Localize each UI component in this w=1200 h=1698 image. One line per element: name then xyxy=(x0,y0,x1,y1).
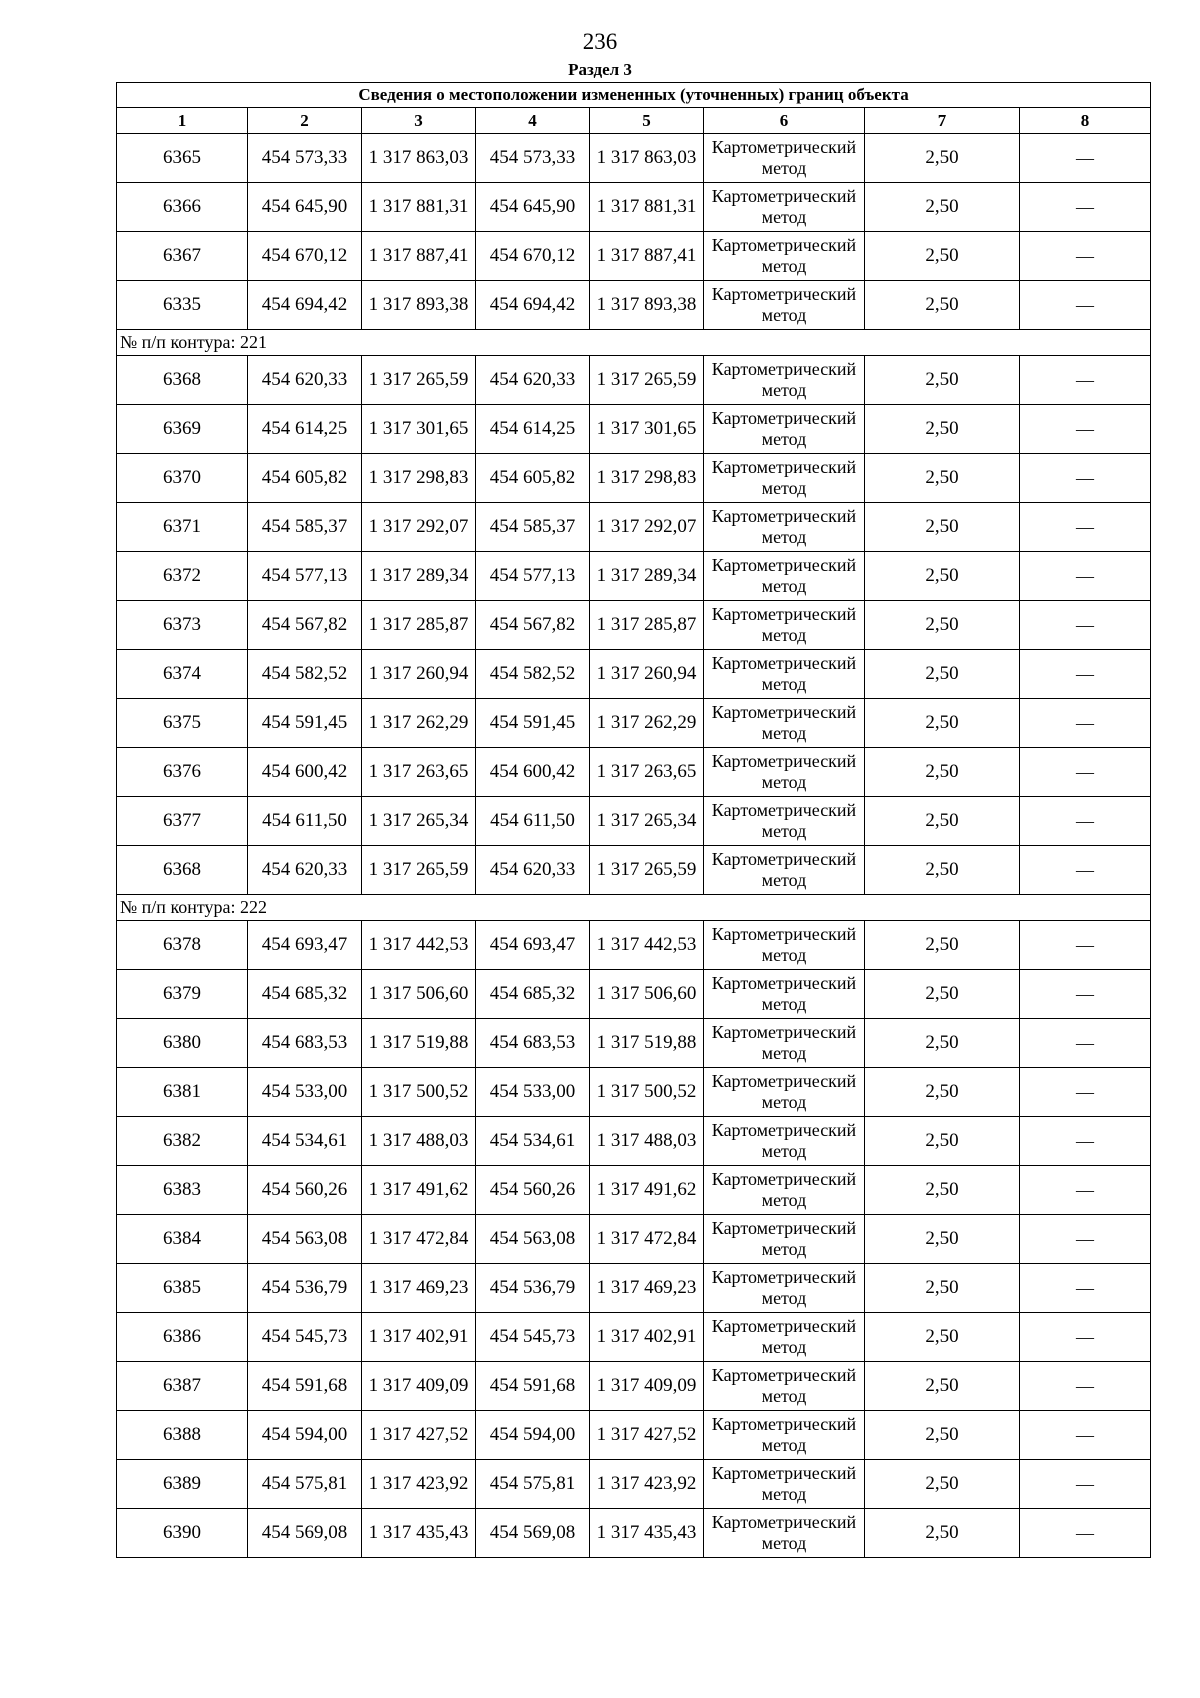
y-refined-cell: 1 317 262,29 xyxy=(590,699,704,748)
y-existing-cell: 1 317 260,94 xyxy=(362,650,476,699)
table-row xyxy=(117,232,1151,281)
x-existing-cell: 454 620,33 xyxy=(248,846,362,895)
y-existing-cell: 1 317 500,52 xyxy=(362,1068,476,1117)
accuracy-cell: 2,50 xyxy=(865,1019,1020,1068)
x-refined-cell: 454 605,82 xyxy=(476,454,590,503)
y-existing-cell: 1 317 488,03 xyxy=(362,1117,476,1166)
method-cell: Картометрический метод xyxy=(704,797,865,846)
point-number-cell: 6375 xyxy=(117,699,248,748)
point-number-cell: 6374 xyxy=(117,650,248,699)
point-number-cell: 6371 xyxy=(117,503,248,552)
method-cell: Картометрический метод xyxy=(704,1509,865,1558)
y-existing-cell: 1 317 442,53 xyxy=(362,921,476,970)
accuracy-cell: 2,50 xyxy=(865,1460,1020,1509)
point-number-cell: 6368 xyxy=(117,356,248,405)
x-refined-cell: 454 594,00 xyxy=(476,1411,590,1460)
point-number-cell: 6367 xyxy=(117,232,248,281)
x-refined-cell: 454 582,52 xyxy=(476,650,590,699)
method-cell: Картометрический метод xyxy=(704,281,865,330)
table-caption: Сведения о местоположении измененных (уточненных) границ объекта xyxy=(117,83,1151,108)
y-refined-cell: 1 317 435,43 xyxy=(590,1509,704,1558)
y-refined-cell: 1 317 292,07 xyxy=(590,503,704,552)
table-caption-row xyxy=(117,83,1151,108)
y-refined-cell: 1 317 427,52 xyxy=(590,1411,704,1460)
point-number-cell: 6383 xyxy=(117,1166,248,1215)
y-refined-cell: 1 317 260,94 xyxy=(590,650,704,699)
y-existing-cell: 1 317 265,59 xyxy=(362,846,476,895)
description-cell: — xyxy=(1020,1509,1151,1558)
x-existing-cell: 454 560,26 xyxy=(248,1166,362,1215)
contour-label: № п/п контура: 221 xyxy=(117,330,1151,356)
accuracy-cell: 2,50 xyxy=(865,1166,1020,1215)
point-number-cell: 6386 xyxy=(117,1313,248,1362)
method-cell: Картометрический метод xyxy=(704,1068,865,1117)
x-existing-cell: 454 545,73 xyxy=(248,1313,362,1362)
accuracy-cell: 2,50 xyxy=(865,921,1020,970)
point-number-cell: 6366 xyxy=(117,183,248,232)
x-refined-cell: 454 611,50 xyxy=(476,797,590,846)
column-number: 6 xyxy=(704,108,865,134)
table-row xyxy=(117,1215,1151,1264)
x-existing-cell: 454 582,52 xyxy=(248,650,362,699)
y-existing-cell: 1 317 289,34 xyxy=(362,552,476,601)
x-existing-cell: 454 620,33 xyxy=(248,356,362,405)
accuracy-cell: 2,50 xyxy=(865,1509,1020,1558)
x-existing-cell: 454 611,50 xyxy=(248,797,362,846)
column-number: 2 xyxy=(248,108,362,134)
accuracy-cell: 2,50 xyxy=(865,601,1020,650)
x-refined-cell: 454 569,08 xyxy=(476,1509,590,1558)
accuracy-cell: 2,50 xyxy=(865,970,1020,1019)
table-row xyxy=(117,134,1151,183)
table-row xyxy=(117,1264,1151,1313)
y-refined-cell: 1 317 265,34 xyxy=(590,797,704,846)
y-refined-cell: 1 317 506,60 xyxy=(590,970,704,1019)
method-cell: Картометрический метод xyxy=(704,454,865,503)
x-refined-cell: 454 563,08 xyxy=(476,1215,590,1264)
description-cell: — xyxy=(1020,503,1151,552)
x-existing-cell: 454 594,00 xyxy=(248,1411,362,1460)
y-refined-cell: 1 317 442,53 xyxy=(590,921,704,970)
table-row xyxy=(117,1068,1151,1117)
point-number-cell: 6368 xyxy=(117,846,248,895)
point-number-cell: 6381 xyxy=(117,1068,248,1117)
description-cell: — xyxy=(1020,1019,1151,1068)
accuracy-cell: 2,50 xyxy=(865,552,1020,601)
x-refined-cell: 454 670,12 xyxy=(476,232,590,281)
y-existing-cell: 1 317 409,09 xyxy=(362,1362,476,1411)
y-existing-cell: 1 317 887,41 xyxy=(362,232,476,281)
x-refined-cell: 454 567,82 xyxy=(476,601,590,650)
description-cell: — xyxy=(1020,454,1151,503)
table-row xyxy=(117,1117,1151,1166)
contour-header-row xyxy=(117,330,1151,356)
table-row xyxy=(117,748,1151,797)
point-number-cell: 6382 xyxy=(117,1117,248,1166)
accuracy-cell: 2,50 xyxy=(865,699,1020,748)
column-number: 8 xyxy=(1020,108,1151,134)
y-refined-cell: 1 317 500,52 xyxy=(590,1068,704,1117)
x-existing-cell: 454 573,33 xyxy=(248,134,362,183)
x-refined-cell: 454 534,61 xyxy=(476,1117,590,1166)
x-existing-cell: 454 670,12 xyxy=(248,232,362,281)
method-cell: Картометрический метод xyxy=(704,650,865,699)
column-number: 1 xyxy=(117,108,248,134)
description-cell: — xyxy=(1020,699,1151,748)
x-refined-cell: 454 685,32 xyxy=(476,970,590,1019)
point-number-cell: 6369 xyxy=(117,405,248,454)
point-number-cell: 6380 xyxy=(117,1019,248,1068)
accuracy-cell: 2,50 xyxy=(865,748,1020,797)
method-cell: Картометрический метод xyxy=(704,552,865,601)
method-cell: Картометрический метод xyxy=(704,405,865,454)
method-cell: Картометрический метод xyxy=(704,601,865,650)
table-row xyxy=(117,921,1151,970)
description-cell: — xyxy=(1020,552,1151,601)
accuracy-cell: 2,50 xyxy=(865,1117,1020,1166)
table-row xyxy=(117,699,1151,748)
method-cell: Картометрический метод xyxy=(704,503,865,552)
method-cell: Картометрический метод xyxy=(704,183,865,232)
y-existing-cell: 1 317 292,07 xyxy=(362,503,476,552)
x-refined-cell: 454 591,68 xyxy=(476,1362,590,1411)
point-number-cell: 6379 xyxy=(117,970,248,1019)
description-cell: — xyxy=(1020,1117,1151,1166)
description-cell: — xyxy=(1020,1264,1151,1313)
point-number-cell: 6335 xyxy=(117,281,248,330)
description-cell: — xyxy=(1020,134,1151,183)
table-row xyxy=(117,454,1151,503)
point-number-cell: 6377 xyxy=(117,797,248,846)
column-number: 7 xyxy=(865,108,1020,134)
method-cell: Картометрический метод xyxy=(704,970,865,1019)
method-cell: Картометрический метод xyxy=(704,1019,865,1068)
description-cell: — xyxy=(1020,405,1151,454)
x-refined-cell: 454 575,81 xyxy=(476,1460,590,1509)
y-refined-cell: 1 317 519,88 xyxy=(590,1019,704,1068)
point-number-cell: 6373 xyxy=(117,601,248,650)
method-cell: Картометрический метод xyxy=(704,699,865,748)
table-row xyxy=(117,1509,1151,1558)
description-cell: — xyxy=(1020,1215,1151,1264)
table-row xyxy=(117,601,1151,650)
point-number-cell: 6378 xyxy=(117,921,248,970)
point-number-cell: 6370 xyxy=(117,454,248,503)
description-cell: — xyxy=(1020,1411,1151,1460)
x-refined-cell: 454 585,37 xyxy=(476,503,590,552)
accuracy-cell: 2,50 xyxy=(865,1264,1020,1313)
x-existing-cell: 454 683,53 xyxy=(248,1019,362,1068)
x-refined-cell: 454 694,42 xyxy=(476,281,590,330)
point-number-cell: 6387 xyxy=(117,1362,248,1411)
y-refined-cell: 1 317 298,83 xyxy=(590,454,704,503)
y-existing-cell: 1 317 285,87 xyxy=(362,601,476,650)
y-existing-cell: 1 317 263,65 xyxy=(362,748,476,797)
y-existing-cell: 1 317 435,43 xyxy=(362,1509,476,1558)
x-existing-cell: 454 645,90 xyxy=(248,183,362,232)
y-existing-cell: 1 317 402,91 xyxy=(362,1313,476,1362)
accuracy-cell: 2,50 xyxy=(865,503,1020,552)
y-existing-cell: 1 317 427,52 xyxy=(362,1411,476,1460)
accuracy-cell: 2,50 xyxy=(865,281,1020,330)
y-refined-cell: 1 317 887,41 xyxy=(590,232,704,281)
table-row xyxy=(117,650,1151,699)
method-cell: Картометрический метод xyxy=(704,1362,865,1411)
y-existing-cell: 1 317 472,84 xyxy=(362,1215,476,1264)
y-existing-cell: 1 317 265,59 xyxy=(362,356,476,405)
accuracy-cell: 2,50 xyxy=(865,134,1020,183)
y-existing-cell: 1 317 881,31 xyxy=(362,183,476,232)
accuracy-cell: 2,50 xyxy=(865,1362,1020,1411)
y-refined-cell: 1 317 265,59 xyxy=(590,356,704,405)
y-existing-cell: 1 317 262,29 xyxy=(362,699,476,748)
description-cell: — xyxy=(1020,1166,1151,1215)
description-cell: — xyxy=(1020,797,1151,846)
accuracy-cell: 2,50 xyxy=(865,797,1020,846)
method-cell: Картометрический метод xyxy=(704,1215,865,1264)
x-refined-cell: 454 614,25 xyxy=(476,405,590,454)
y-existing-cell: 1 317 519,88 xyxy=(362,1019,476,1068)
accuracy-cell: 2,50 xyxy=(865,1411,1020,1460)
y-refined-cell: 1 317 409,09 xyxy=(590,1362,704,1411)
point-number-cell: 6388 xyxy=(117,1411,248,1460)
y-refined-cell: 1 317 402,91 xyxy=(590,1313,704,1362)
table-row xyxy=(117,552,1151,601)
accuracy-cell: 2,50 xyxy=(865,232,1020,281)
x-existing-cell: 454 569,08 xyxy=(248,1509,362,1558)
x-refined-cell: 454 600,42 xyxy=(476,748,590,797)
method-cell: Картометрический метод xyxy=(704,921,865,970)
accuracy-cell: 2,50 xyxy=(865,1215,1020,1264)
y-existing-cell: 1 317 265,34 xyxy=(362,797,476,846)
x-refined-cell: 454 620,33 xyxy=(476,356,590,405)
y-refined-cell: 1 317 893,38 xyxy=(590,281,704,330)
x-existing-cell: 454 600,42 xyxy=(248,748,362,797)
y-existing-cell: 1 317 893,38 xyxy=(362,281,476,330)
boundary-coordinates-table xyxy=(116,82,1151,1558)
description-cell: — xyxy=(1020,650,1151,699)
table-row xyxy=(117,1362,1151,1411)
method-cell: Картометрический метод xyxy=(704,1166,865,1215)
x-existing-cell: 454 585,37 xyxy=(248,503,362,552)
x-existing-cell: 454 563,08 xyxy=(248,1215,362,1264)
table-row xyxy=(117,1019,1151,1068)
x-existing-cell: 454 591,45 xyxy=(248,699,362,748)
method-cell: Картометрический метод xyxy=(704,1460,865,1509)
description-cell: — xyxy=(1020,970,1151,1019)
method-cell: Картометрический метод xyxy=(704,1264,865,1313)
x-refined-cell: 454 545,73 xyxy=(476,1313,590,1362)
y-refined-cell: 1 317 301,65 xyxy=(590,405,704,454)
y-refined-cell: 1 317 488,03 xyxy=(590,1117,704,1166)
point-number-cell: 6365 xyxy=(117,134,248,183)
method-cell: Картометрический метод xyxy=(704,1117,865,1166)
table-row xyxy=(117,281,1151,330)
accuracy-cell: 2,50 xyxy=(865,1068,1020,1117)
x-refined-cell: 454 683,53 xyxy=(476,1019,590,1068)
description-cell: — xyxy=(1020,1068,1151,1117)
description-cell: — xyxy=(1020,1313,1151,1362)
point-number-cell: 6372 xyxy=(117,552,248,601)
column-number: 4 xyxy=(476,108,590,134)
y-existing-cell: 1 317 423,92 xyxy=(362,1460,476,1509)
description-cell: — xyxy=(1020,356,1151,405)
x-refined-cell: 454 693,47 xyxy=(476,921,590,970)
table-row xyxy=(117,1166,1151,1215)
x-existing-cell: 454 577,13 xyxy=(248,552,362,601)
column-number-row xyxy=(117,108,1151,134)
x-refined-cell: 454 591,45 xyxy=(476,699,590,748)
x-existing-cell: 454 536,79 xyxy=(248,1264,362,1313)
y-refined-cell: 1 317 263,65 xyxy=(590,748,704,797)
x-refined-cell: 454 573,33 xyxy=(476,134,590,183)
y-refined-cell: 1 317 881,31 xyxy=(590,183,704,232)
accuracy-cell: 2,50 xyxy=(865,454,1020,503)
method-cell: Картометрический метод xyxy=(704,748,865,797)
contour-header-row xyxy=(117,895,1151,921)
column-number: 5 xyxy=(590,108,704,134)
x-refined-cell: 454 577,13 xyxy=(476,552,590,601)
method-cell: Картометрический метод xyxy=(704,846,865,895)
x-existing-cell: 454 685,32 xyxy=(248,970,362,1019)
column-number: 3 xyxy=(362,108,476,134)
y-refined-cell: 1 317 289,34 xyxy=(590,552,704,601)
x-existing-cell: 454 534,61 xyxy=(248,1117,362,1166)
accuracy-cell: 2,50 xyxy=(865,1313,1020,1362)
y-existing-cell: 1 317 506,60 xyxy=(362,970,476,1019)
y-refined-cell: 1 317 472,84 xyxy=(590,1215,704,1264)
y-refined-cell: 1 317 491,62 xyxy=(590,1166,704,1215)
y-refined-cell: 1 317 285,87 xyxy=(590,601,704,650)
table-row xyxy=(117,183,1151,232)
y-existing-cell: 1 317 298,83 xyxy=(362,454,476,503)
table-row xyxy=(117,797,1151,846)
y-refined-cell: 1 317 265,59 xyxy=(590,846,704,895)
x-existing-cell: 454 533,00 xyxy=(248,1068,362,1117)
section-title: Раздел 3 xyxy=(568,60,632,79)
point-number-cell: 6385 xyxy=(117,1264,248,1313)
description-cell: — xyxy=(1020,748,1151,797)
table-row xyxy=(117,970,1151,1019)
x-existing-cell: 454 693,47 xyxy=(248,921,362,970)
description-cell: — xyxy=(1020,846,1151,895)
description-cell: — xyxy=(1020,281,1151,330)
accuracy-cell: 2,50 xyxy=(865,650,1020,699)
y-existing-cell: 1 317 469,23 xyxy=(362,1264,476,1313)
description-cell: — xyxy=(1020,1460,1151,1509)
table-row xyxy=(117,503,1151,552)
method-cell: Картометрический метод xyxy=(704,1411,865,1460)
method-cell: Картометрический метод xyxy=(704,232,865,281)
x-existing-cell: 454 694,42 xyxy=(248,281,362,330)
accuracy-cell: 2,50 xyxy=(865,183,1020,232)
x-existing-cell: 454 575,81 xyxy=(248,1460,362,1509)
x-refined-cell: 454 533,00 xyxy=(476,1068,590,1117)
table-row xyxy=(117,1313,1151,1362)
table-row xyxy=(117,846,1151,895)
description-cell: — xyxy=(1020,601,1151,650)
description-cell: — xyxy=(1020,183,1151,232)
y-existing-cell: 1 317 863,03 xyxy=(362,134,476,183)
description-cell: — xyxy=(1020,921,1151,970)
x-existing-cell: 454 614,25 xyxy=(248,405,362,454)
accuracy-cell: 2,50 xyxy=(865,846,1020,895)
page-number: 236 xyxy=(582,29,618,54)
point-number-cell: 6384 xyxy=(117,1215,248,1264)
y-refined-cell: 1 317 423,92 xyxy=(590,1460,704,1509)
y-refined-cell: 1 317 863,03 xyxy=(590,134,704,183)
x-existing-cell: 454 605,82 xyxy=(248,454,362,503)
table-row xyxy=(117,356,1151,405)
accuracy-cell: 2,50 xyxy=(865,405,1020,454)
y-existing-cell: 1 317 491,62 xyxy=(362,1166,476,1215)
contour-label: № п/п контура: 222 xyxy=(117,895,1151,921)
x-existing-cell: 454 591,68 xyxy=(248,1362,362,1411)
x-existing-cell: 454 567,82 xyxy=(248,601,362,650)
x-refined-cell: 454 536,79 xyxy=(476,1264,590,1313)
x-refined-cell: 454 620,33 xyxy=(476,846,590,895)
point-number-cell: 6389 xyxy=(117,1460,248,1509)
method-cell: Картометрический метод xyxy=(704,1313,865,1362)
table-row xyxy=(117,1460,1151,1509)
x-refined-cell: 454 560,26 xyxy=(476,1166,590,1215)
accuracy-cell: 2,50 xyxy=(865,356,1020,405)
point-number-cell: 6376 xyxy=(117,748,248,797)
table-row xyxy=(117,1411,1151,1460)
point-number-cell: 6390 xyxy=(117,1509,248,1558)
description-cell: — xyxy=(1020,232,1151,281)
method-cell: Картометрический метод xyxy=(704,356,865,405)
method-cell: Картометрический метод xyxy=(704,134,865,183)
y-existing-cell: 1 317 301,65 xyxy=(362,405,476,454)
y-refined-cell: 1 317 469,23 xyxy=(590,1264,704,1313)
table-row xyxy=(117,405,1151,454)
x-refined-cell: 454 645,90 xyxy=(476,183,590,232)
description-cell: — xyxy=(1020,1362,1151,1411)
